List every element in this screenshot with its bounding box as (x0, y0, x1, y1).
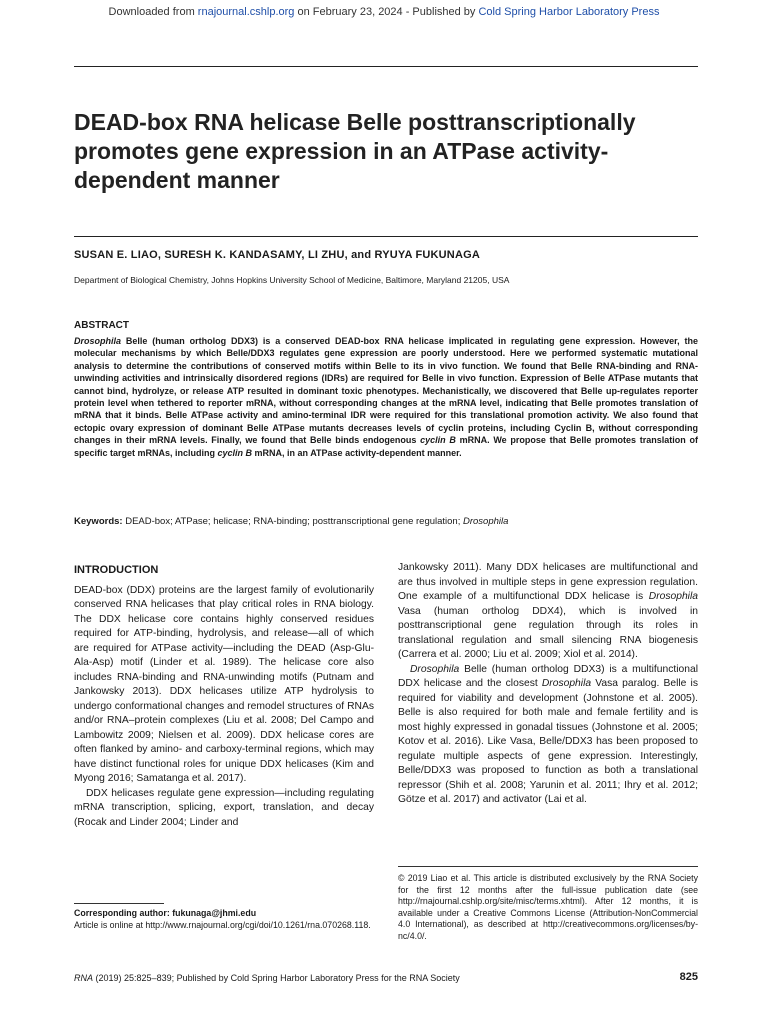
intro-p4-species: Drosophila (410, 663, 460, 675)
page-footer (74, 973, 698, 983)
intro-p3-species: Drosophila (648, 591, 698, 602)
keywords-line (74, 516, 698, 527)
download-prefix: Downloaded from (108, 6, 198, 18)
abstract-gene-2: cyclin B (217, 447, 253, 458)
publisher-link[interactable]: Cold Spring Harbor Laboratory Press (478, 6, 660, 18)
abstract-body-1: Belle (human ortholog DDX3) is a conserved DEAD-box RNA helicase implicated in regulating gene expression. However, the molecular mechanisms by which Belle/DDX3 regulates gene expression are poorly understood. Here we performed systematic mutational analysis to determine the contributions of conserved motifs within Belle to its in vivo function. We found that Belle RNA-binding and RNA-unwinding activities and intrinsically disordered regions (IDRs) are required for Belle in vivo function. Expression of Belle ATPase mutants that cannot bind, hydrolyze, or release ATP resulted in dominant toxic phenotypes. Mechanistically, we discovered that Belle up-regulates reporter protein level when tethered to reporter mRNA, without corresponding changes at the mRNA level, indicating that Belle promotes translation of mRNA that it binds. Belle ATPase activity and amino-terminal IDR were required for this translational promotion activity. We also found that ectopic ovary expression of dominant Belle ATPase mutants decreases levels of cyclin proteins, including Cyclin B, without corresponding changes in their mRNA levels. Finally, we found that Belle binds endogenous (74, 336, 698, 446)
abstract-body-2: mRNA. We propose that Belle promotes translation of specific target mRNAs, including (74, 435, 698, 458)
article-doi: Article is online at http://www.rnajournal.org/cgi/doi/10.1261/rna.070268.118. (74, 919, 371, 930)
footer-citation: (2019) 25:825–839; Published by Cold Spring Harbor Laboratory Press for the RNA Society (93, 973, 460, 983)
copyright-rule (398, 866, 698, 867)
abstract-body-3: mRNA, in an ATPase activity-dependent manner. (252, 447, 462, 458)
left-column (74, 563, 374, 830)
introduction-heading: INTRODUCTION (74, 564, 159, 576)
corresponding-author-note (74, 908, 374, 931)
intro-p4-species-2: Drosophila (541, 678, 592, 689)
intro-p4-text-a: Belle (human ortholog DDX3) is a multifunctional DDX helicase and the closest (398, 663, 698, 689)
intro-paragraph-4 (398, 663, 698, 808)
abstract-species: Drosophila (74, 336, 122, 346)
copyright-notice: © 2019 Liao et al. This article is distributed exclusively by the RNA Society for the first 12 months after the full-issue publication date (see http://rnajournal.cshlp.org/site/misc/terms.xhtml). After 12 months, it is available under a Creative Commons License (Attribution-NonCommercial 4.0 International), as described at http://creativecommons.org/licenses/by-nc/4.0/. (398, 873, 698, 941)
download-date-text: on February 23, 2024 - Published by (294, 6, 479, 18)
footer-journal: RNA (74, 973, 94, 983)
intro-p3-text-a: Jankowsky 2011). Many DDX helicases are multifunctional and are thus involved in multiple steps in gene expression regulation. One example of a multifunctional DDX helicase is (398, 562, 698, 602)
top-rule (74, 66, 698, 67)
intro-paragraph-1: DEAD-box (DDX) proteins are the largest family of evolutionarily conserved RNA helicases that play critical roles in RNA biology. The DDX helicase core contains highly conserved residues required for ATP-binding, hydrolysis, and release—all of which are required for ATPase activity—including the DEAD (Asp-Glu-Ala-Asp) motif (Linder et al. 1989). The helicase core also includes RNA-binding and RNA-unwinding motifs (Putnam and Jankowsky 2013). DDX helicases utilize ATP hydrolysis to undergo conformational changes and remodel structures of RNAs and/or RNA–protein complexes (Liu et al. 2008; Del Campo and Lambowitz 2009; Nielsen et al. 2009). DDX helicase cores are often flanked by amino- and carboxy-terminal regions, which may have distinct functional roles for unique DDX helicases (Kim and Myong 2016; Samatanga et al. 2017). (74, 584, 374, 784)
intro-paragraph-2: DDX helicases regulate gene expression—including regulating mRNA transcription, splicing, export, translation, and decay (Rocak and Linder 2004; Linder and (74, 787, 374, 828)
title-rule (74, 236, 698, 237)
abstract-text (74, 335, 698, 459)
page-number: 825 (679, 971, 698, 983)
corresponding-author: Corresponding author: fukunaga@jhmi.edu (74, 908, 257, 918)
intro-p4-text-b: Vasa paralog. Belle is required for viability and development (Johnstone et al. 2005). Belle is also required for both male and female fertility and is most highly expressed in gonadal tissues (Johnstone et al. 2005; Kotov et al. 2016). Like Vasa, Belle/DDX3 has been proposed to regulate multiple aspects of gene expression. Interestingly, Belle/DDX3 was proposed to function as both a translational repressor (Shih et al. 2008; Yarunin et al. 2011; Ihry et al. 2012; Götze et al. 2017) and activator (Lai et al. (398, 678, 698, 805)
footnote-rule (74, 903, 164, 904)
article-title: DEAD-box RNA helicase Belle posttranscriptionally promotes gene expression in an ATPase activity-dependent manner (74, 109, 636, 193)
abstract-heading: ABSTRACT (74, 320, 129, 331)
intro-p3-text-b: Vasa (human ortholog DDX4), which is involved in posttranscriptional gene regulation through its roles in translational regulation and small silencing RNA biogenesis (Carrera et al. 2000; Liu et al. 2009; Xiol et al. 2014). (398, 605, 698, 660)
download-banner (0, 6, 768, 18)
journal-site-link[interactable]: rnajournal.cshlp.org (197, 6, 295, 18)
right-column (398, 561, 698, 808)
author-list: SUSAN E. LIAO, SURESH K. KANDASAMY, LI ZHU, and RYUYA FUKUNAGA (74, 249, 480, 261)
intro-paragraph-3 (398, 561, 698, 663)
abstract-gene-1: cyclin B (420, 435, 456, 446)
keywords-label: Keywords: (74, 516, 123, 527)
affiliation: Department of Biological Chemistry, Johns Hopkins University School of Medicine, Baltimore, Maryland 21205, USA (74, 275, 510, 285)
keywords-species: Drosophila (463, 516, 509, 527)
keywords-text: DEAD-box; ATPase; helicase; RNA-binding; posttranscriptional gene regulation; (122, 516, 463, 527)
